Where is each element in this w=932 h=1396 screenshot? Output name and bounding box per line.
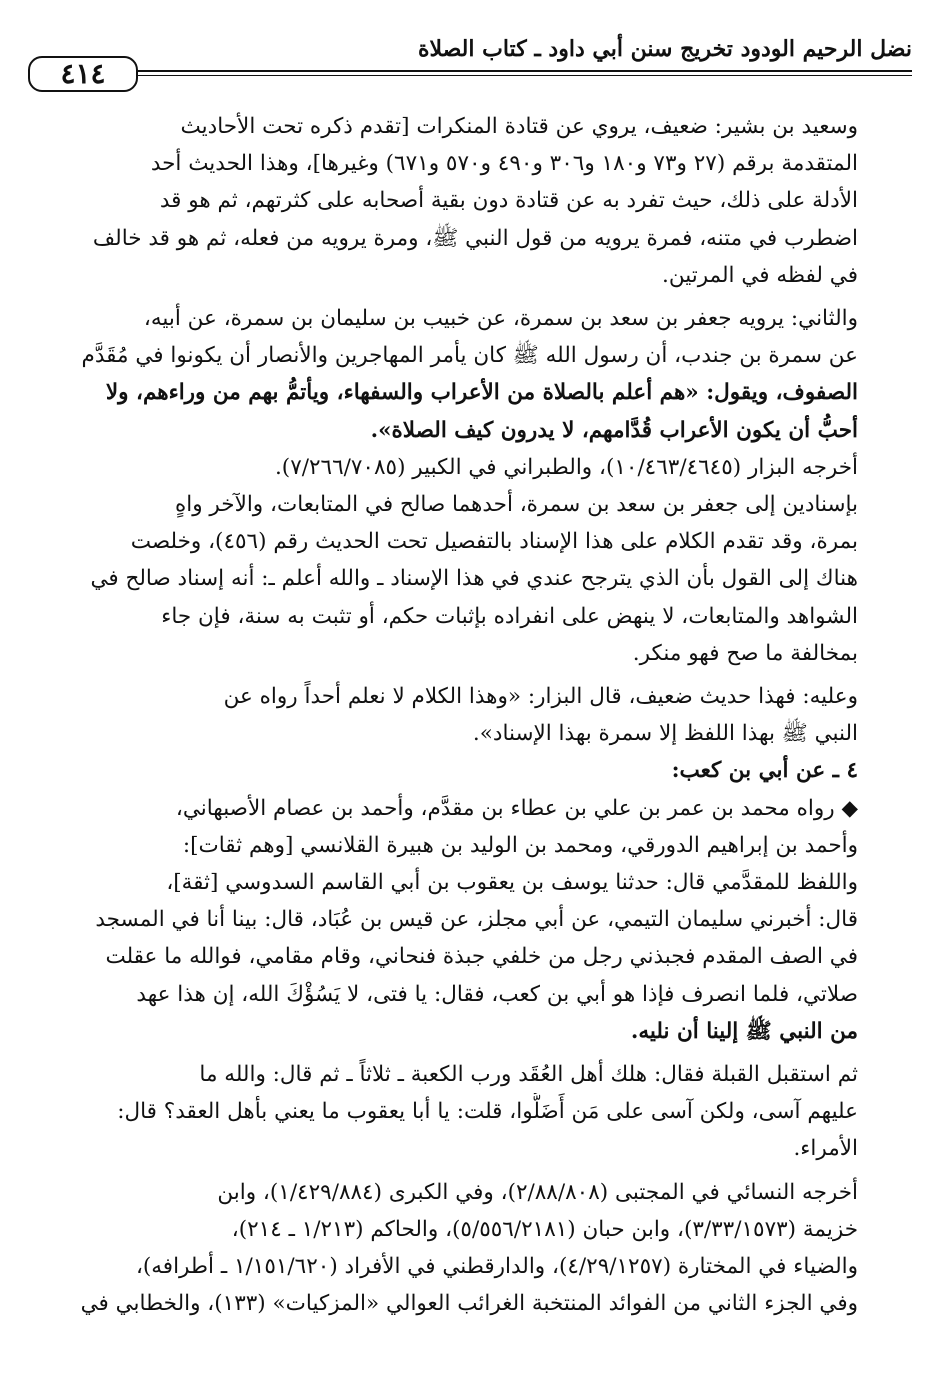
text-line: أحبُّ أن يكون الأعراب قُدَّامهم، لا يدرون كيف الصلاة». [370, 417, 858, 443]
text-line: خزيمة (٣/٣٣/١٥٧٣)، وابن حبان (٥/٥٥٦/٢١٨١)، والحاكم (١/٢١٣ ـ ٢١٤)، [231, 1216, 858, 1242]
text-line: الأمراء. [793, 1136, 858, 1162]
text-line: وعليه: فهذا حديث ضعيف، قال البزار: «وهذا الكلام لا نعلم أحداً رواه عن [223, 684, 858, 710]
text-line: في الصف المقدم فجبذني رجل من خلفي جبذة فنحاني، وقام مقامي، فوالله ما عقلت [105, 944, 858, 970]
text-line: النبي ﷺ بهذا اللفظ إلا سمرة بهذا الإسناد». [472, 721, 858, 747]
running-title: نضل الرحيم الودود تخريج سنن أبي داود ـ كتاب الصلاة [417, 36, 912, 62]
text-line: قال: أخبرني سليمان التيمي، عن أبي مجلز، عن قيس بن عُبَاد، قال: بينا أنا في المسجد [95, 907, 858, 933]
header-rule [28, 70, 912, 72]
text-line: الشواهد والمتابعات، لا ينهض على انفراده بإثبات حكم، أو تثبت به سنة، فإن جاء [161, 603, 858, 629]
section-heading: ٤ ـ عن أبي بن كعب: [671, 758, 858, 784]
text-line: الأدلة على ذلك، حيث تفرد به عن قتادة دون بقية أصحابه على كثرتهم، ثم هو قد [159, 188, 858, 214]
text-line: واللفظ للمقدَّمي قال: حدثنا يوسف بن يعقوب بن أبي القاسم السدوسي [ثقة]، [166, 870, 858, 896]
text-line: من النبي ﷺ إلينا أن نليه. [630, 1018, 858, 1044]
text-line: الصفوف، ويقول: «هم أعلم بالصلاة من الأعراب والسفهاء، ويأتمُّ بهم من وراءهم، ولا [105, 380, 858, 406]
text-line: هناك إلى القول بأن الذي يترجح عندي في هذا الإسناد ـ والله أعلم ـ: أنه إسناد صالح في [90, 566, 858, 592]
text-line: بمخالفة ما صح فهو منكر. [632, 640, 858, 666]
text-line: أخرجه البزار (١٠/٤٦٣/٤٦٤٥)، والطبراني في الكبير (٧/٢٦٦/٧٠٨٥). [274, 454, 858, 480]
text-line: والثاني: يرويه جعفر بن سعد بن سمرة، عن خبيب بن سليمان بن سمرة، عن أبيه، [143, 306, 858, 332]
text-line: ثم استقبل القبلة فقال: هلك أهل العُقَد ورب الكعبة ـ ثلاثاً ـ ثم قال: والله ما [199, 1062, 858, 1088]
text-line: ◆ رواه محمد بن عمر بن علي بن عطاء بن مقدَّم، وأحمد بن عصام الأصبهاني، [175, 795, 858, 821]
text-line: بإسنادين إلى جعفر بن سعد بن سمرة، أحدهما صالح في المتابعات، والآخر واهٍ [174, 492, 858, 518]
text-line: اضطرب في متنه، فمرة يرويه من قول النبي ﷺ، ومرة يرويه من فعله، ثم هو قد خالف [92, 225, 858, 251]
text-line: وفي الجزء الثاني من الفوائد المنتخبة الغرائب العوالي «المزكيات» (١٣٣)، والخطابي في [80, 1291, 858, 1317]
text-line: بمرة، وقد تقدم الكلام على هذا الإسناد بالتفصيل تحت الحديث رقم (٤٥٦)، وخلصت [130, 529, 858, 555]
text-line: أخرجه النسائي في المجتبى (٢/٨٨/٨٠٨)، وفي الكبرى (١/٤٢٩/٨٨٤)، وابن [217, 1179, 858, 1205]
body-text [42, 108, 858, 1323]
page-number: ٤١٤ [28, 56, 138, 92]
text-line: عليهم آسى، ولكن آسى على مَن أَضَلُّوا، قلت: يا أبا يعقوب ما يعني بأهل العقد؟ قال: [117, 1099, 858, 1125]
header-rule-secondary [28, 75, 912, 76]
running-header [28, 30, 912, 102]
text-line: عن سمرة بن جندب، أن رسول الله ﷺ كان يأمر المهاجرين والأنصار أن يكونوا في مُقَدَّم [81, 343, 858, 369]
text-line: وسعيد بن بشير: ضعيف، يروي عن قتادة المنكرات [تقدم ذكره تحت الأحاديث [180, 114, 858, 139]
text-line: والضياء في المختارة (٤/٢٩/١٢٥٧)، والدارقطني في الأفراد (١/١٥١/٦٢٠ ـ أطرافه)، [135, 1254, 858, 1280]
text-line: وأحمد بن إبراهيم الدورقي، ومحمد بن الوليد بن هبيرة القلانسي [وهم ثقات]: [182, 832, 858, 858]
text-line: في لفظه في المرتين. [662, 262, 858, 288]
text-line: صلاتي، فلما انصرف فإذا هو أبي بن كعب، فقال: يا فتى، لا يَسُؤْكَ الله، إن هذا عهد [136, 981, 858, 1007]
text-line: المتقدمة برقم (٢٧ و٧٣ و١٨٠ و٣٠٦ و٤٩٠ و٥٧٠ و٦٧١) وغيرها]، وهذا الحديث أحد [150, 151, 858, 177]
